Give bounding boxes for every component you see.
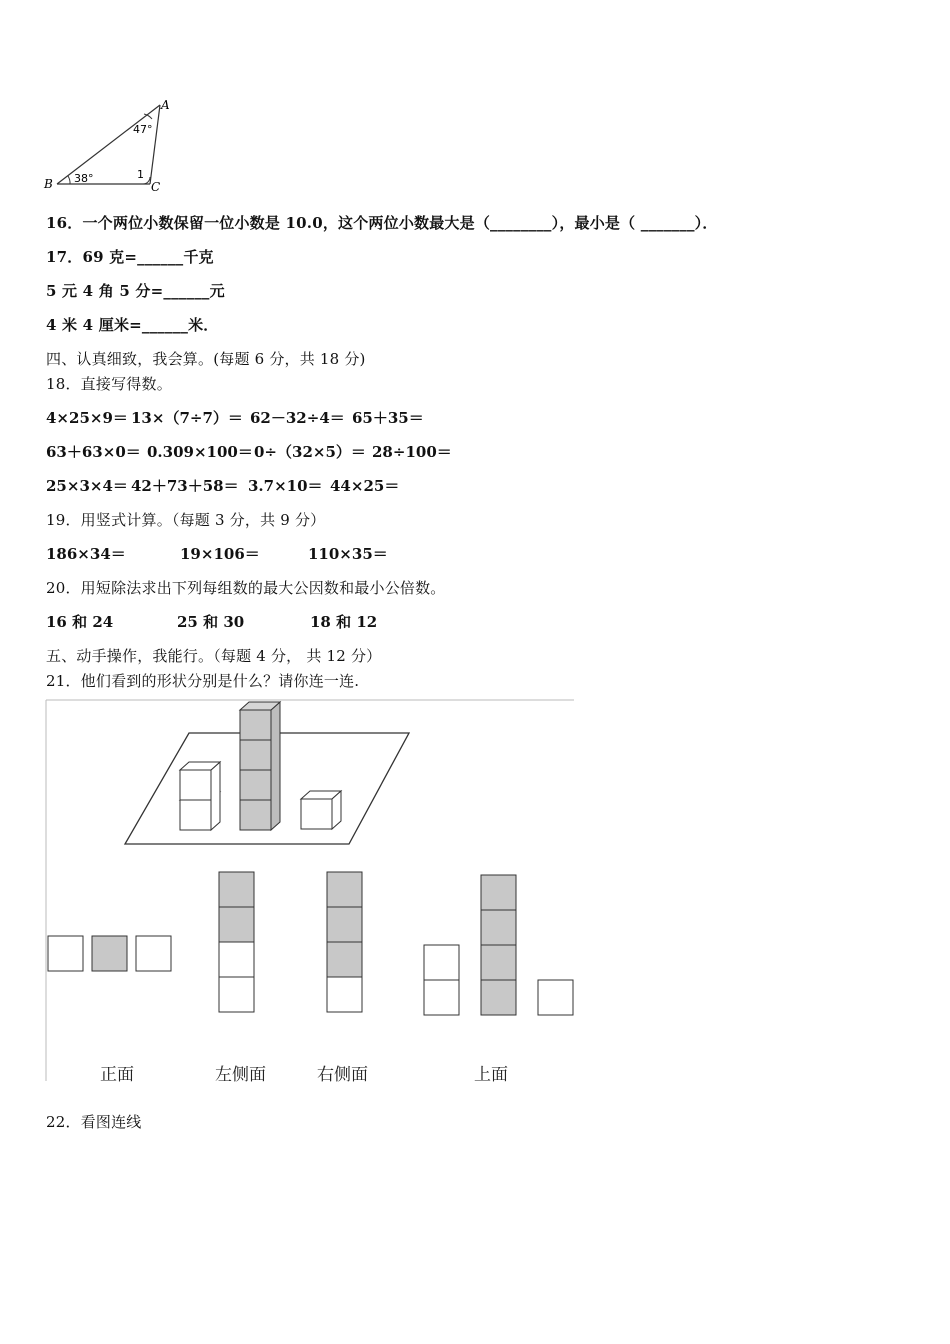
- vertical-calc-item: 186×34＝: [46, 545, 126, 563]
- angle-1-label: 1: [137, 168, 144, 181]
- angle-b-label: 38°: [74, 172, 94, 185]
- question-19-title: 19．用竖式计算。（每题 3 分，共 9 分）: [46, 511, 326, 529]
- view-label-left: 左侧面: [215, 1065, 266, 1085]
- section-4-heading: 四、认真细致，我会算。(每题 6 分，共 18 分): [46, 350, 366, 368]
- cube-views-figure: [44, 698, 576, 1088]
- vertex-a-label: A: [161, 98, 170, 112]
- calc-item: 25×3×4＝: [46, 477, 128, 495]
- vertical-calc-item: 19×106＝: [180, 545, 260, 563]
- calc-item: 3.7×10＝: [248, 477, 323, 495]
- view-option-2: [219, 872, 254, 1012]
- number-pair: 16 和 24: [46, 613, 114, 631]
- view-option-1: [48, 936, 171, 971]
- question-20-title: 20．用短除法求出下列每组数的最大公因数和最小公倍数。: [46, 579, 446, 597]
- calc-item: 4×25×9＝: [46, 409, 128, 427]
- triangle-figure: [40, 95, 180, 195]
- view-label-top: 上面: [474, 1065, 508, 1085]
- calc-item: 44×25＝: [330, 477, 400, 495]
- vertical-calc-item: 110×35＝: [308, 545, 388, 563]
- question-17-line-3: 4 米 4 厘米=______米．: [46, 316, 219, 334]
- calc-item: 65＋35＝: [352, 409, 424, 427]
- question-16: 16．一个两位小数保留一位小数是 10.0，这个两位小数最大是（________），最小是（ _______）．: [46, 214, 718, 232]
- question-22: 22．看图连线: [46, 1113, 142, 1131]
- single-white-cube: [301, 791, 341, 829]
- question-17-line-1: 17．69 克=______千克: [46, 248, 214, 266]
- view-label-right: 右侧面: [317, 1065, 368, 1085]
- calc-item: 63＋63×0＝: [46, 443, 141, 461]
- vertex-b-label: B: [44, 177, 53, 191]
- calc-item: 0÷（32×5）＝: [254, 443, 366, 461]
- gray-cube-stack: [240, 702, 280, 830]
- question-21-title: 21．他们看到的形状分别是什么？请你连一连.: [46, 672, 360, 690]
- angle-a-label: 47°: [133, 123, 153, 136]
- calc-item: 42＋73＋58＝: [131, 477, 239, 495]
- section-5-heading: 五、动手操作，我能行。（每题 4 分， 共 12 分）: [46, 647, 382, 665]
- calc-item: 62－32÷4＝: [250, 409, 345, 427]
- vertex-c-label: C: [151, 180, 161, 194]
- number-pair: 18 和 12: [310, 613, 378, 631]
- calc-item: 0.309×100＝: [147, 443, 253, 461]
- question-18-title: 18．直接写得数。: [46, 375, 172, 393]
- question-17-line-2: 5 元 4 角 5 分=______元: [46, 282, 225, 300]
- white-cube-stack: [180, 762, 220, 830]
- view-option-4: [424, 875, 573, 1015]
- view-option-3: [327, 872, 362, 1012]
- calc-item: 28÷100＝: [372, 443, 452, 461]
- calc-item: 13×（7÷7）＝: [131, 409, 243, 427]
- number-pair: 25 和 30: [177, 613, 245, 631]
- view-label-front: 正面: [100, 1065, 134, 1085]
